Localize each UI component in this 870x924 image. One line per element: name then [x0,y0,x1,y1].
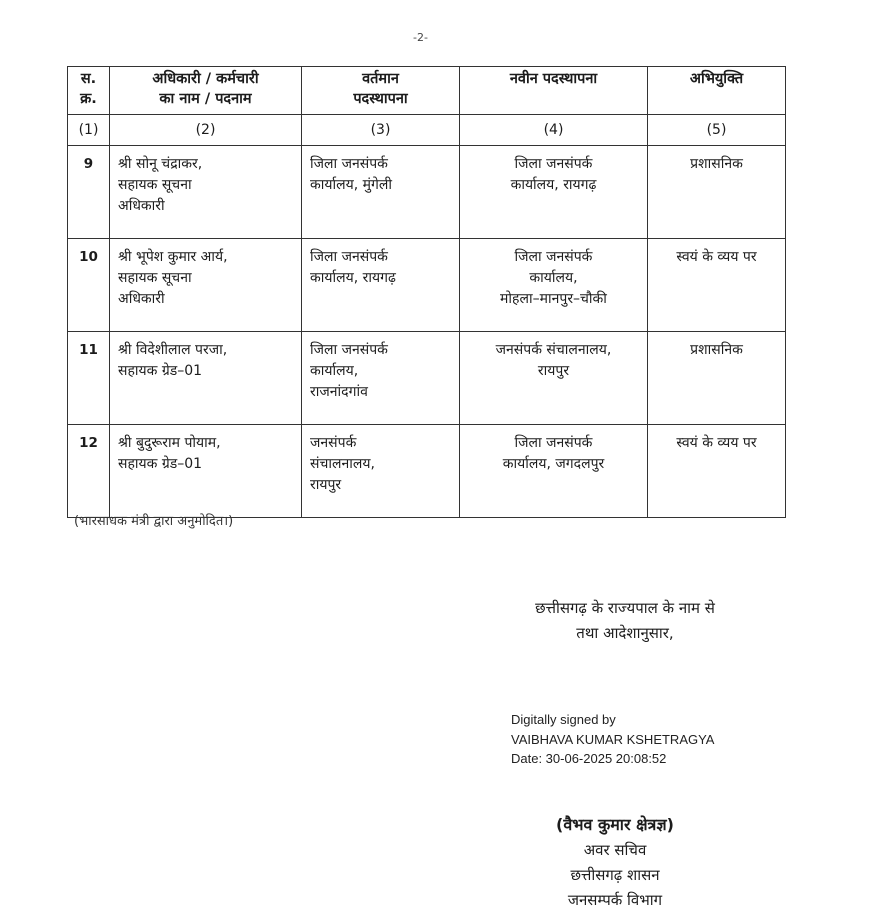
cell-line: श्री भूपेश कुमार आर्य, [118,249,228,265]
table-header-row [68,67,786,115]
table-row [68,239,786,332]
table-row [68,146,786,239]
cell-line: रायपुर [310,477,342,493]
column-number: (3) [302,115,460,146]
signer-name: VAIBHAVA KUMAR KSHETRAGYA [511,731,715,747]
table-row [68,332,786,425]
cell-line: संचालनालय, [310,456,375,472]
page-number: -2- [413,31,428,44]
header-current-posting: वर्तमान पदस्थापना [302,67,460,115]
officer-name: (वैभव कुमार क्षेत्रज्ञ) [556,815,674,834]
header-serial: स. क्र. [68,67,110,115]
cell-line: श्री विदेशीलाल परजा, [118,342,228,358]
cell-line: सहायक सूचना [118,177,192,193]
cell-line: जिला जनसंपर्क [514,435,593,451]
table-row [68,425,786,518]
column-number-row [68,115,786,146]
signature-date: Date: 30-06-2025 20:08:52 [511,751,667,766]
cell-line: प्रशासनिक [690,156,743,172]
serial-number-cell: 9 [68,146,110,239]
cell-line: अधिकारी [118,198,165,214]
current-posting-cell [302,332,460,425]
cell-line: जनसंपर्क संचालनालय, [495,342,612,358]
cell-line: स्वयं के व्यय पर [676,249,757,265]
remark-cell [648,425,786,518]
cell-line: जिला जनसंपर्क [514,156,593,172]
serial-number-cell: 10 [68,239,110,332]
header-officer-name: अधिकारी / कर्मचारी का नाम / पदनाम [110,67,302,115]
by-order-block [480,596,770,646]
header-remarks: अभियुक्ति [648,67,786,115]
cell-line: जिला जनसंपर्क [310,249,388,265]
transfer-table [67,66,786,518]
cell-line: जिला जनसंपर्क [514,249,593,265]
by-order-line: तथा आदेशानुसार, [576,623,674,642]
cell-line: प्रशासनिक [690,342,743,358]
officer-designation: अवर सचिव [583,841,647,860]
new-posting-cell [460,239,648,332]
column-number: (4) [460,115,648,146]
digital-signature [511,710,714,769]
cell-line: रायपुर [537,363,570,379]
cell-line: जिला जनसंपर्क [310,156,388,172]
serial-number-cell: 11 [68,332,110,425]
approval-note: (भारसाधक मंत्री द्वारा अनुमोदित।) [74,514,234,529]
cell-line: अधिकारी [118,291,165,307]
officer-name-cell [110,332,302,425]
cell-line: कार्यालय, [310,363,359,379]
cell-line: सहायक ग्रेड–01 [118,456,203,472]
new-posting-cell [460,146,648,239]
cell-line: राजनांदगांव [310,384,368,400]
cell-line: कार्यालय, मुंगेली [310,177,393,193]
cell-line: सहायक सूचना [118,270,192,286]
current-posting-cell [302,146,460,239]
cell-line: जिला जनसंपर्क [310,342,388,358]
officer-name-cell [110,146,302,239]
cell-line: कार्यालय, जगदलपुर [502,456,605,472]
current-posting-cell [302,239,460,332]
cell-line: कार्यालय, रायगढ़ [310,270,396,286]
remark-cell [648,239,786,332]
column-number: (1) [68,115,110,146]
remark-cell [648,332,786,425]
new-posting-cell [460,332,648,425]
current-posting-cell [302,425,460,518]
cell-line: श्री सोनू चंद्राकर, [118,156,203,172]
officer-department: जनसम्पर्क विभाग [567,890,663,909]
by-order-line: छत्तीसगढ़ के राज्यपाल के नाम से [535,599,715,617]
cell-line: स्वयं के व्यय पर [676,435,757,451]
header-new-posting: नवीन पदस्थापना [460,67,648,115]
officer-name-cell [110,239,302,332]
signature-label: Digitally signed by [511,712,616,727]
cell-line: कार्यालय, रायगढ़ [510,177,597,193]
cell-line: कार्यालय, [529,270,578,286]
cell-line: सहायक ग्रेड–01 [118,363,203,379]
cell-line: जनसंपर्क [310,435,357,451]
cell-line: मोहला–मानपुर–चौकी [500,291,607,307]
column-number: (2) [110,115,302,146]
cell-line: श्री बुदुरूराम पोयाम, [118,435,221,451]
officer-name-cell [110,425,302,518]
column-number: (5) [648,115,786,146]
new-posting-cell [460,425,648,518]
officer-government: छत्तीसगढ़ शासन [570,866,660,885]
serial-number-cell: 12 [68,425,110,518]
officer-block [490,812,740,913]
remark-cell [648,146,786,239]
